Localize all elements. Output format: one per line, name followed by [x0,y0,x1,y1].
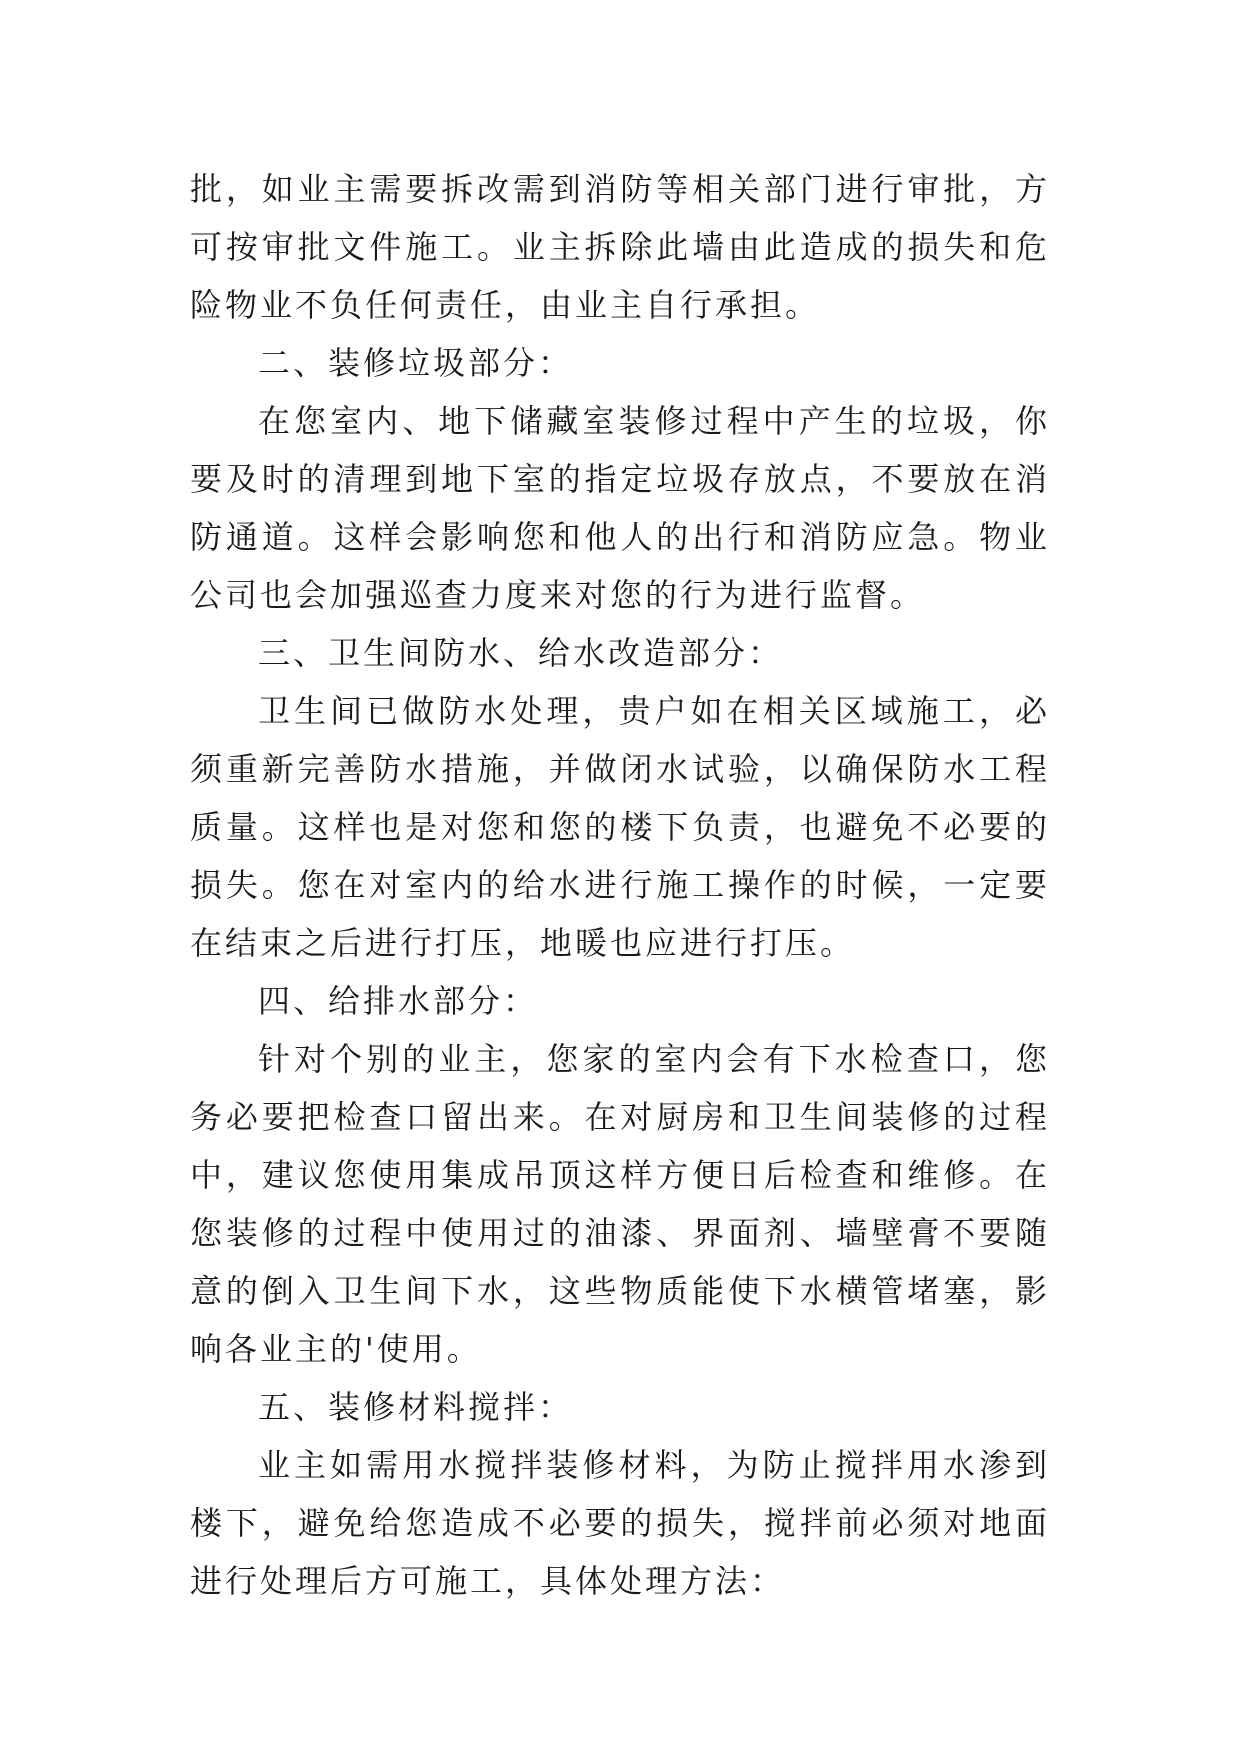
paragraph-drainage: 针对个别的业主，您家的室内会有下水检查口，您务必要把检查口留出来。在对厨房和卫生间装修的过程中，建议您使用集成吊顶这样方便日后检查和维修。在您装修的过程中使用过的油漆、界面剂、墙壁膏不要随意的倒入卫生间下水，这些物质能使下水横管堵塞，影响各业主的'使用。 [190,1040,1050,1368]
paragraph-continuation: 批，如业主需要拆改需到消防等相关部门进行审批，方可按审批文件施工。业主拆除此墙由此造成的损失和危险物业不负任何责任，由业主自行承担。 [190,170,1050,324]
section-heading-4: 四、给排水部分： [258,982,539,1020]
paragraph-mixing: 业主如需用水搅拌装修材料，为防止搅拌用水渗到楼下，避免给您造成不必要的损失，搅拌前必须对地面进行处理后方可施工，具体处理方法： [190,1446,1050,1600]
document-body [190,160,1050,1610]
paragraph-garbage: 在您室内、地下储藏室装修过程中产生的垃圾，你要及时的清理到地下室的指定垃圾存放点，不要放在消防通道。这样会影响您和他人的出行和消防应急。物业公司也会加强巡查力度来对您的行为进行监督。 [190,402,1050,614]
paragraph-waterproof: 卫生间已做防水处理，贵户如在相关区域施工，必须重新完善防水措施，并做闭水试验，以确保防水工程质量。这样也是对您和您的楼下负责，也避免不必要的损失。您在对室内的给水进行施工操作的时候，一定要在结束之后进行打压，地暖也应进行打压。 [190,692,1050,962]
section-heading-2: 二、装修垃圾部分： [258,344,574,382]
section-heading-5: 五、装修材料搅拌： [258,1388,574,1426]
section-heading-3: 三、卫生间防水、给水改造部分： [258,634,784,672]
